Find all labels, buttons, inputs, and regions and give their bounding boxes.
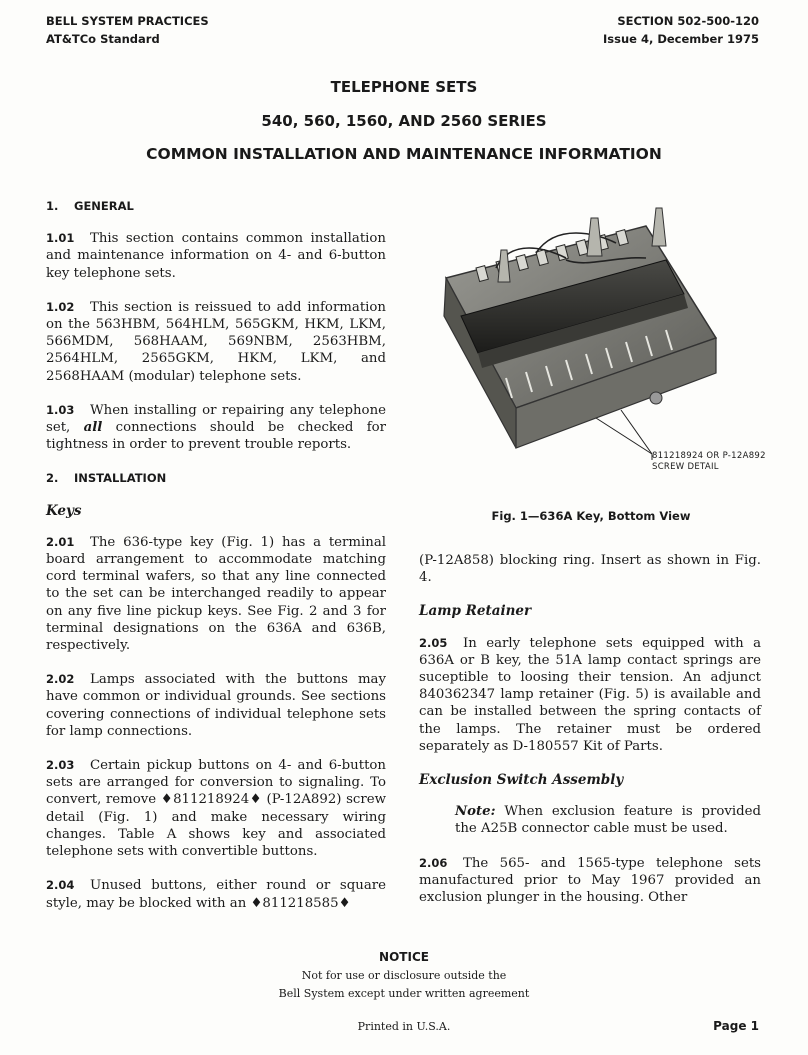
title-line-2: 540, 560, 1560, AND 2560 SERIES xyxy=(261,112,547,130)
paragraph-2-06: 2.06 The 565- and 1565-type telephone sets manufactured prior to May 1967 provided an exclusion plunger in the housing. Other xyxy=(419,855,761,906)
page-number: Page 1 xyxy=(713,1019,759,1033)
header-practices: BELL SYSTEM PRACTICES xyxy=(46,14,209,28)
screw-detail-icon xyxy=(650,392,662,404)
figure-caption: Fig. 1—636A Key, Bottom View xyxy=(491,509,691,523)
issue-date: Issue 4, December 1975 xyxy=(603,32,759,46)
notice-line-1: Not for use or disclosure outside the xyxy=(301,969,507,982)
note-label: Note: xyxy=(455,804,496,820)
paragraph-2-01: 2.01 The 636-type key (Fig. 1) has a terminal board arrangement to accommodate matching cord terminal wafers, so that any line connected to the set can be interchanged readily to appear on any five line pickup keys. See Fig. 2 and 3 for terminal designations on the 636A and 636B, respectively. xyxy=(46,534,386,654)
notice-line-2: Bell System except under written agreement xyxy=(278,987,530,1000)
section-heading-general: 1. GENERAL xyxy=(46,199,134,213)
callout-part-number: 811218924 OR P-12A892 xyxy=(652,451,766,461)
section-heading-installation: 2. INSTALLATION xyxy=(46,471,167,486)
paragraph-1-02: 1.02 This section is reissued to add information on the 563HBM, 564HLM, 565GKM, HKM, LKM, 566MDM, 568HAAM, 569NBM, 2563HBM, 2564HLM, 2565GKM, HKM, LKM, and 2568HAAM (modular) telephone sets. xyxy=(46,299,386,384)
paragraph-1-01: 1.01 This section contains common installation and maintenance information on 4- and 6-button key telephone sets. xyxy=(46,231,386,281)
paragraph-2-05: 2.05 In early telephone sets equipped with a 636A or B key, the 51A lamp contact springs are suceptible to loosing their tension. An adjunct 840362347 lamp retainer (Fig. 5) is available and can be installed between the spring contacts of the lamps. The retainer must be ordered separately as D-180557 Kit of Parts. xyxy=(419,635,761,754)
subheading-exclusion-switch: Exclusion Switch Assembly xyxy=(419,772,624,789)
notice-title: NOTICE xyxy=(379,950,429,964)
key-bottom-view-illustration xyxy=(416,198,766,488)
paragraph-2-04: 2.04 Unused buttons, either round or square style, may be blocked with an ♦811218585♦ xyxy=(46,878,386,911)
note xyxy=(455,803,761,837)
subheading-lamp-retainer: Lamp Retainer xyxy=(419,603,532,620)
header-left xyxy=(46,12,209,48)
note-text: When exclusion feature is provided the A25B connector cable must be used. xyxy=(455,804,761,837)
left-column xyxy=(46,198,386,929)
emphasis-all: all xyxy=(83,420,103,436)
header-standard: AT&TCo Standard xyxy=(46,32,160,46)
paragraph-2-04-continued: (P-12A858) blocking ring. Insert as shown in Fig. 4. xyxy=(419,553,761,586)
callout-label: SCREW DETAIL xyxy=(652,462,719,472)
paragraph-1-03: 1.03 When installing or repairing any telephone set, all connections should be checked for tightness in order to prevent trouble reports. xyxy=(46,402,386,453)
printed-in: Printed in U.S.A. xyxy=(357,1020,451,1033)
right-column xyxy=(419,552,761,923)
figure-callout xyxy=(652,451,766,473)
header-right xyxy=(603,12,759,48)
paragraph-2-03: 2.03 Certain pickup buttons on 4- and 6-button sets are arranged for conversion to signaling. To convert, remove ♦811218924♦ (P-12A892) screw detail (Fig. 1) and make necessary wiring changes. Table A shows key and associated telephone sets with convertible buttons. xyxy=(46,758,386,860)
section-number: SECTION 502-500-120 xyxy=(617,14,759,28)
subheading-keys: Keys xyxy=(46,502,82,519)
title-line-3: COMMON INSTALLATION AND MAINTENANCE INFORMATION xyxy=(146,145,662,163)
title-line-1: TELEPHONE SETS xyxy=(330,78,478,96)
paragraph-2-02: 2.02 Lamps associated with the buttons may have common or individual grounds. See sections covering connections of individual telephone sets for lamp connections. xyxy=(46,672,386,739)
figure-636a-key xyxy=(416,198,766,488)
